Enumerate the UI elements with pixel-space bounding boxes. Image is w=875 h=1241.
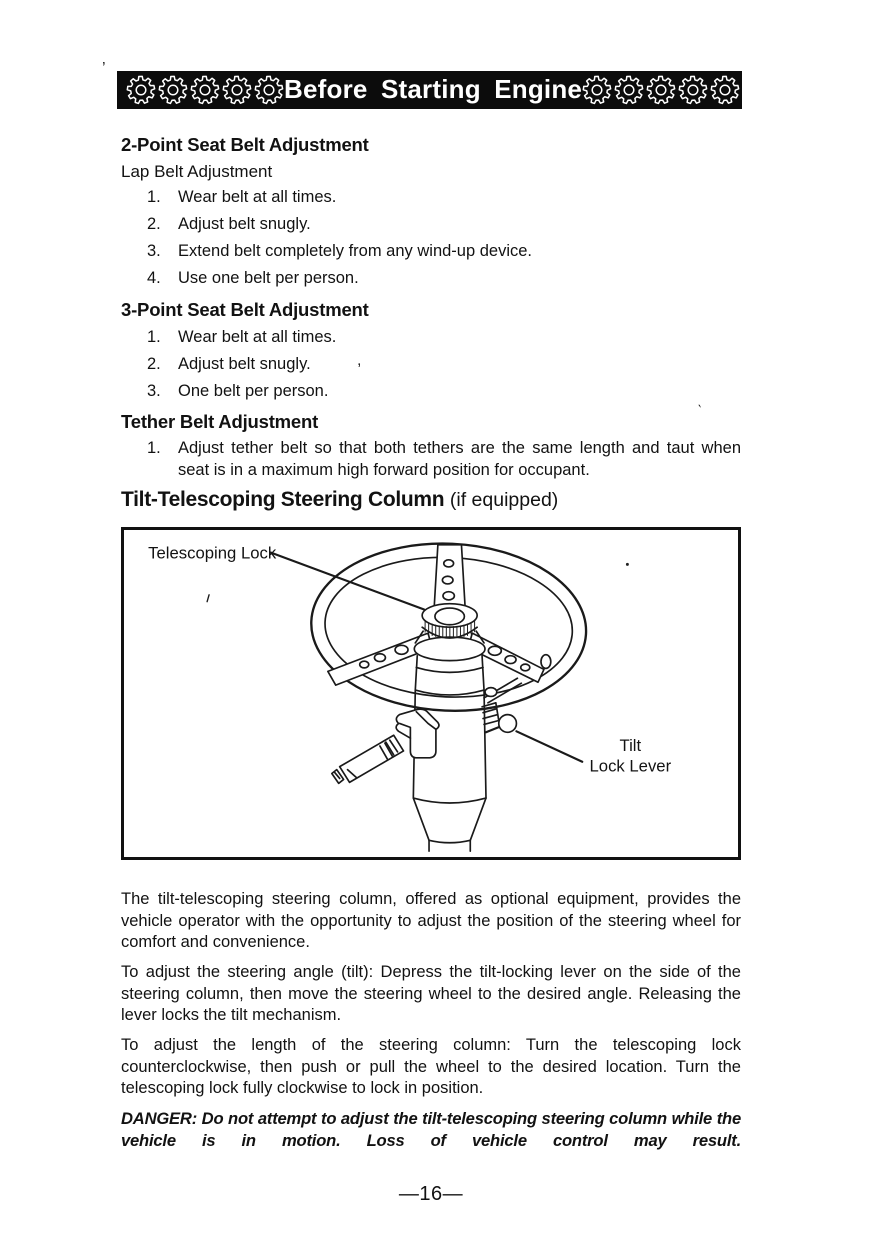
gear-icon — [254, 75, 284, 105]
figure-label-lock-lever: Lock Lever — [589, 756, 672, 776]
scan-artifact: ‵ — [698, 402, 702, 418]
danger-note: DANGER: Do not attempt to adjust the tilt-telescoping steering column while the vehicle is in motion. Loss of vehicle control may result. — [121, 1109, 741, 1150]
list-item: 1. Adjust tether belt so that both tethers are the same length and taut when seat is in a maximum high forward position for occupant. — [147, 439, 741, 479]
scan-artifact: , — [357, 352, 362, 369]
list-item: 2. Adjust belt snugly. — [121, 214, 741, 236]
tilt-lock-lever-ball — [499, 715, 517, 733]
handle-rod — [340, 735, 404, 782]
section-banner — [117, 71, 742, 109]
gear-icon — [582, 75, 612, 105]
gear-icon-group-left — [126, 75, 284, 105]
gear-icon — [614, 75, 644, 105]
list-number: 2. — [147, 215, 161, 234]
leader-tilt-lock-lever — [516, 731, 582, 761]
list-number: 3. — [147, 242, 161, 261]
heading-3-point-seat-belt: 3-Point Seat Belt Adjustment — [121, 299, 369, 320]
heading-tilt-telescoping: Tilt-Telescoping Steering Column (if equipped) — [121, 488, 559, 511]
list-number: 4. — [147, 269, 161, 288]
subheading-lap-belt: Lap Belt Adjustment — [121, 162, 273, 181]
gear-icon — [190, 75, 220, 105]
list-number: 1. — [147, 328, 161, 346]
list-item: 2. Adjust belt snugly. — [121, 354, 741, 376]
list-number: 3. — [147, 382, 161, 401]
paragraph-intro: The tilt-telescoping steering column, offered as optional equipment, provides the vehicle operator with the opportunity to adjust the position of the steering wheel for comfort and convenience. — [121, 890, 741, 952]
banner-title: Before Starting Engine — [284, 73, 583, 104]
paragraph-length-adjust: To adjust the length of the steering column: Turn the telescoping lock counterclockwise, then push or pull the wheel to the desired location. Turn the telescoping lock fully clockwise to lock in position. — [121, 1036, 741, 1098]
list-item: 1. Wear belt at all times. — [121, 327, 741, 349]
list-number: 2. — [147, 355, 161, 374]
gear-icon — [710, 75, 740, 105]
list-item: 1. Wear belt at all times. — [121, 187, 741, 209]
gear-icon — [158, 75, 188, 105]
list-item: 4. Use one belt per person. — [121, 268, 741, 290]
gear-icon — [678, 75, 708, 105]
list-item: 3. One belt per person. — [121, 381, 741, 403]
gear-icon — [222, 75, 252, 105]
paragraph-tilt-adjust: To adjust the steering angle (tilt): Depress the tilt-locking lever on the side of the steering column, then move the steering wheel to the desired angle. Releasing the lever locks the tilt mechanism. — [121, 963, 741, 1025]
list-3-point — [121, 327, 741, 408]
figure-label-telescoping-lock: Telescoping Lock — [148, 543, 277, 563]
list-2-point — [121, 187, 741, 295]
list-number: 1. — [147, 188, 161, 206]
list-tether — [121, 438, 741, 487]
scan-artifact: ’ — [102, 60, 106, 77]
list-item: 3. Extend belt completely from any wind-up device. — [121, 241, 741, 263]
steering-column-illustration — [124, 530, 738, 857]
gear-icon — [126, 75, 156, 105]
figure-label-tilt: Tilt — [619, 735, 642, 755]
gear-icon-group-right — [582, 75, 740, 105]
list-number: 1. — [147, 439, 161, 457]
heading-2-point-seat-belt: 2-Point Seat Belt Adjustment — [121, 134, 369, 155]
hub-base — [414, 637, 485, 661]
page-number: —16— — [398, 1183, 464, 1205]
heading-tether-belt: Tether Belt Adjustment — [121, 411, 319, 432]
gear-icon — [646, 75, 676, 105]
figure-steering-column — [121, 527, 741, 860]
